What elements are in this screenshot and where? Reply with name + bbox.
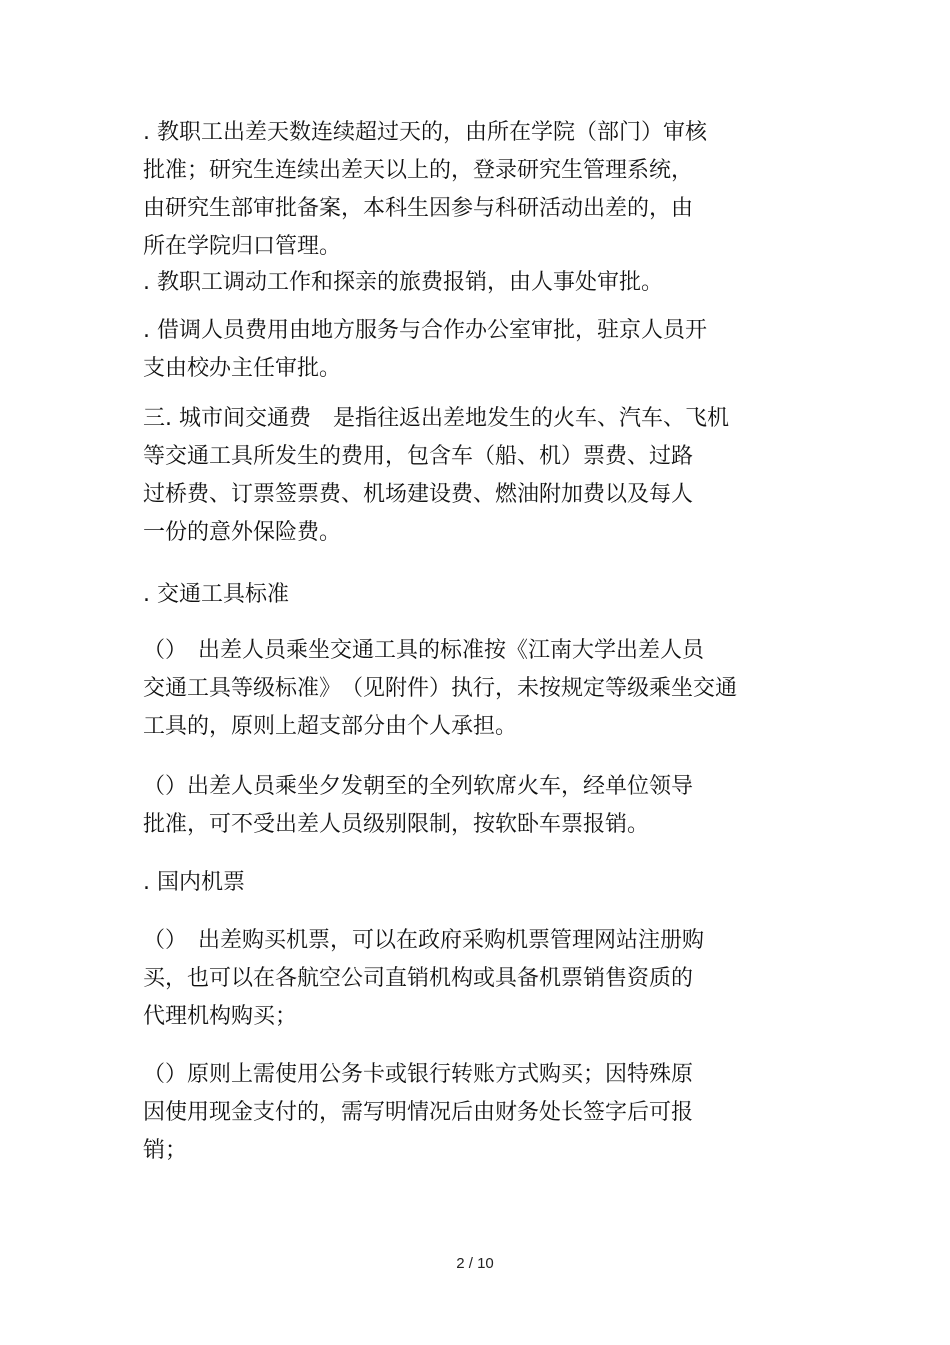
paragraph-flights-1 [143,922,803,1036]
text-line: 工具的，原则上超支部分由个人承担。 [143,714,518,739]
section-heading: . 交通工具标准 [143,582,289,607]
paragraph-transfer-travel [143,264,803,302]
text-line: （） 出差购买机票，可以在政府采购机票管理网站注册购 [143,928,705,953]
heading-domestic-flights [143,864,803,902]
paragraph-intercity-transport [143,400,803,552]
text-line: 销； [143,1138,188,1163]
text-line: 买，也可以在各航空公司直销机构或具备机票销售资质的 [143,966,694,991]
paragraph-transport-standard-2 [143,768,803,844]
text-line: . 教职工调动工作和探亲的旅费报销，由人事处审批。 [143,270,663,295]
text-line: 由研究生部审批备案，本科生因参与科研活动出差的，由 [143,196,694,221]
heading-transport-standard [143,576,803,614]
text-line: 批准，可不受出差人员级别限制，按软卧车票报销。 [143,812,650,837]
text-line: 因使用现金支付的，需写明情况后由财务处长签字后可报 [143,1100,694,1125]
text-line: 批准；研究生连续出差天以上的，登录研究生管理系统， [143,158,694,183]
text-line: （） 出差人员乘坐交通工具的标准按《江南大学出差人员 [143,638,705,663]
text-line: 支由校办主任审批。 [143,356,342,381]
text-line: . 教职工出差天数连续超过天的，由所在学院（部门）审核 [143,120,707,145]
text-line: 所在学院归口管理。 [143,234,342,259]
paragraph-flights-2 [143,1056,803,1170]
paragraph-seconded-staff [143,312,803,388]
paragraph-approval-duration [143,114,803,266]
text-line: 代理机构购买； [143,1004,298,1029]
text-line: 一份的意外保险费。 [143,520,342,545]
section-heading: . 国内机票 [143,870,245,895]
text-line: 等交通工具所发生的费用，包含车（船、机）票费、过路 [143,444,694,469]
text-line: 交通工具等级标准》 （见附件）执行，未按规定等级乘坐交通 [143,676,738,701]
text-line: 过桥费、订票签票费、机场建设费、燃油附加费以及每人 [143,482,694,507]
text-line: （）出差人员乘坐夕发朝至的全列软席火车，经单位领导 [143,774,694,799]
paragraph-transport-standard-1 [143,632,803,746]
text-line: . 借调人员费用由地方服务与合作办公室审批，驻京人员开 [143,318,707,343]
page-number: 2 / 10 [456,1255,494,1272]
text-line: 三. 城市间交通费 是指往返出差地发生的火车、汽车、飞机 [143,406,729,431]
text-line: （）原则上需使用公务卡或银行转账方式购买；因特殊原 [143,1062,694,1087]
